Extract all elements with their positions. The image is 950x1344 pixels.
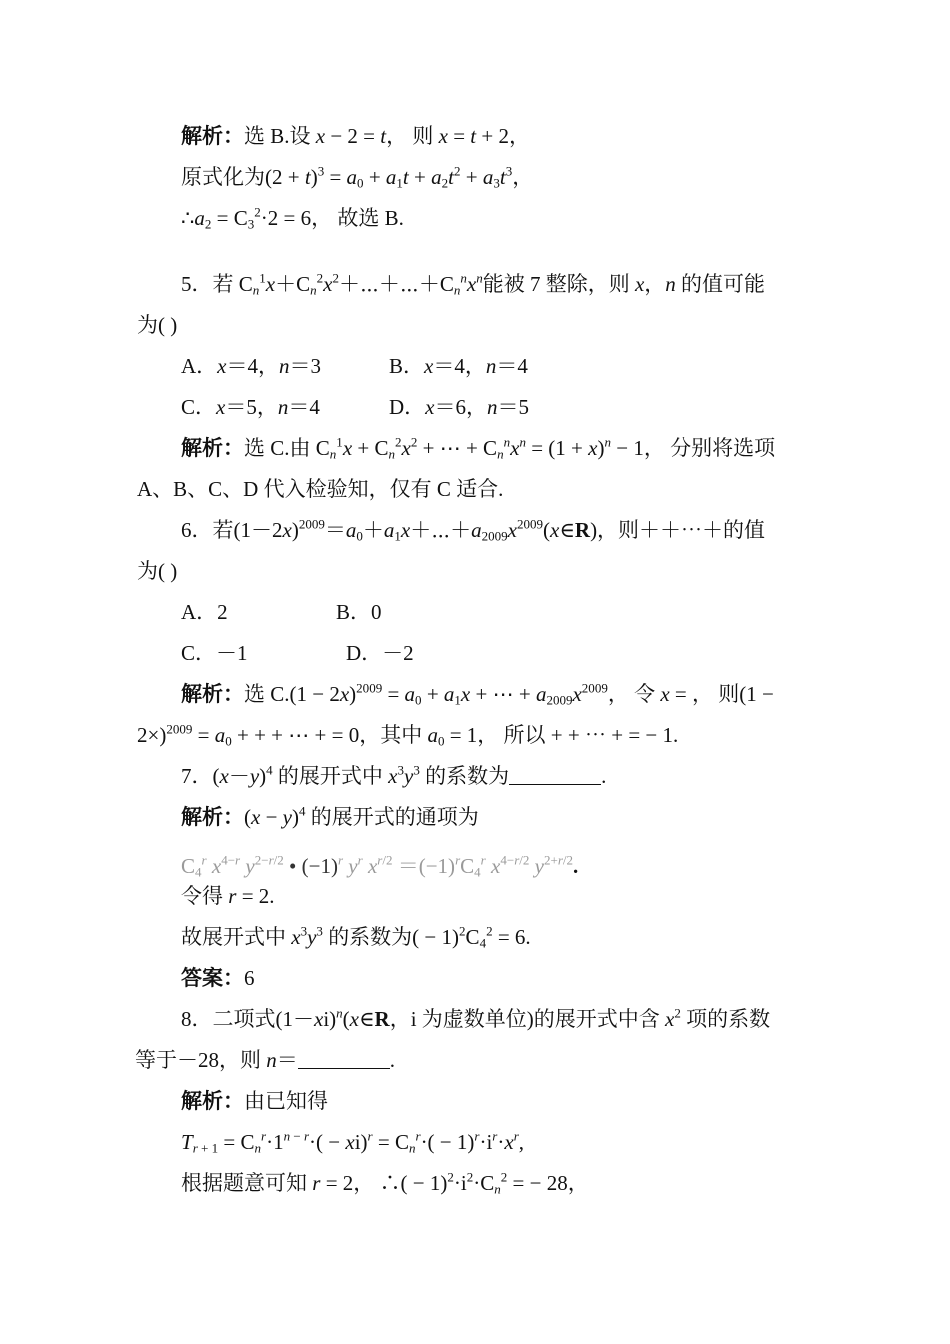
option-c: C．－1 [181, 641, 248, 665]
q7-solution-line-3: 令得 r = 2. [181, 884, 275, 908]
solution-label: 解析： [181, 436, 244, 460]
q7-stem: 7．$(x-y)^4$ 的展开式中 $x^3y^3$ 的系数为 . [181, 762, 607, 788]
q7-answer [181, 964, 255, 992]
solution-label: 解析： [181, 805, 244, 829]
answer-value: 6 [244, 966, 255, 990]
q4-solution-line-3: $\therefore a_2 = C_3^2\cdot 2 = 6$， 故选 B. [181, 204, 404, 232]
q4-solution-line-2: 原式化为$(2 + t)^3 = a_0 + a_1t + a_2t^2 + a_3t^3$， [181, 163, 534, 191]
q5-solution-line-2: A、B、C、D 代入检验知，仅有 C 适合. [137, 477, 504, 501]
answer-label: 答案： [181, 966, 244, 990]
q7-solution-line-4: 故展开式中 $x^3y^3$ 的系数为( − $1)^2C_4^2 = 6$. [181, 923, 531, 951]
q7-solution-line-1: 解析：$(x - y)^4$ 的展开式的通项为 [181, 803, 479, 829]
option-c: C．x＝5，n＝4 [181, 395, 320, 419]
q6-stem-line-1: 6．若$(1-2x)^{2009}=a_0+a_1x+\cdots+a_{2009}x^{2009}(x\in R)$，则＋＋⋯＋的值 [181, 516, 766, 544]
q6-options-row-2 [181, 639, 414, 667]
q5-solution-line-1: 解析：选 C.由 $C_n^1x + C_n^2x^2$ + ⋯ + $C_n^nx^n = (1 + x)^n - 1$， 分别将选项 [181, 434, 776, 462]
q8-solution-line-1: 解析：由已知得 [181, 1089, 328, 1113]
q7-general-term-formula: $C_4^r$ $x^{4-r}$ $y^{2-r/2}$ • $(-1)^r$ $y^r$ $x^{r/2} =(-1)^rC_4^r$ $x^{4-r/2}$ $y^{2+r/2}$. [181, 852, 579, 880]
option-d: D．x＝6，n＝5 [389, 395, 529, 419]
formula-image-text: $C_4^r$ $x^{4-r}$ $y^{2-r/2}$ • $(-1)^r$ $y^r$ $x^{r/2} =(-1)^rC_4^r$ $x^{4-r/2}$ $y^{2+r/2}$ [181, 852, 574, 880]
q8-solution-line-2: $T_{r + 1} = C_n^r\cdot 1^{n - r}\cdot( - xi)^r = C_n^r\cdot( - 1)^r\cdot i^r\cdot x^r$, [181, 1128, 525, 1156]
solution-label: 解析： [181, 124, 244, 148]
option-a: A．x＝4，n＝3 [181, 354, 321, 378]
answer-blank [509, 766, 601, 785]
solution-label: 解析： [181, 1089, 244, 1113]
q6-solution-line-2: $2\times)^{2009} = a_0$ + + + ⋯ + = 0，其中 $a_0 = 1$， 所以 + + ⋯ + = − 1. [137, 721, 679, 749]
q5-stem-line-1: 5．若 $C_n^1x+C_n^2x^2+\cdots+\cdots+C_n^nx^n$能被 7 整除，则 x，n 的值可能 [181, 270, 766, 298]
q6-solution-line-1: 解析：选 $C.(1 - 2x)^{2009} = a_0 + a_1x$ + ⋯ + $a_{2009}x^{2009}$， 令 x = ， 则(1 − [181, 680, 774, 708]
q4-solution-line-1: 解析：选 B.设 x − 2 = t， 则 x = t + 2， [181, 124, 530, 148]
option-a: A．2 [181, 600, 228, 624]
answer-blank [298, 1050, 390, 1069]
solution-label: 解析： [181, 682, 244, 706]
q6-options-row-1 [181, 598, 382, 626]
q8-stem-line-1: 8．二项式$(1-xi)^n(x\in R$，i 为虚数单位)的展开式中含 $x^2$ 项的系数 [181, 1005, 771, 1031]
option-b: B．x＝4，n＝4 [389, 354, 528, 378]
option-d: D．－2 [346, 641, 414, 665]
q5-options-row-2 [181, 393, 529, 421]
option-b: B．0 [336, 600, 382, 624]
q8-solution-line-3: 根据题意可知 r = 2， ∴( − $1)^2\cdot i^2\cdot C_n^2$ = − 28， [181, 1169, 589, 1197]
q5-options-row-1 [181, 352, 528, 380]
q6-stem-line-2: 为( ) [137, 559, 178, 583]
q8-stem-line-2: 等于－28，则 n＝ . [135, 1048, 395, 1072]
q5-stem-line-2: 为( ) [137, 313, 178, 337]
